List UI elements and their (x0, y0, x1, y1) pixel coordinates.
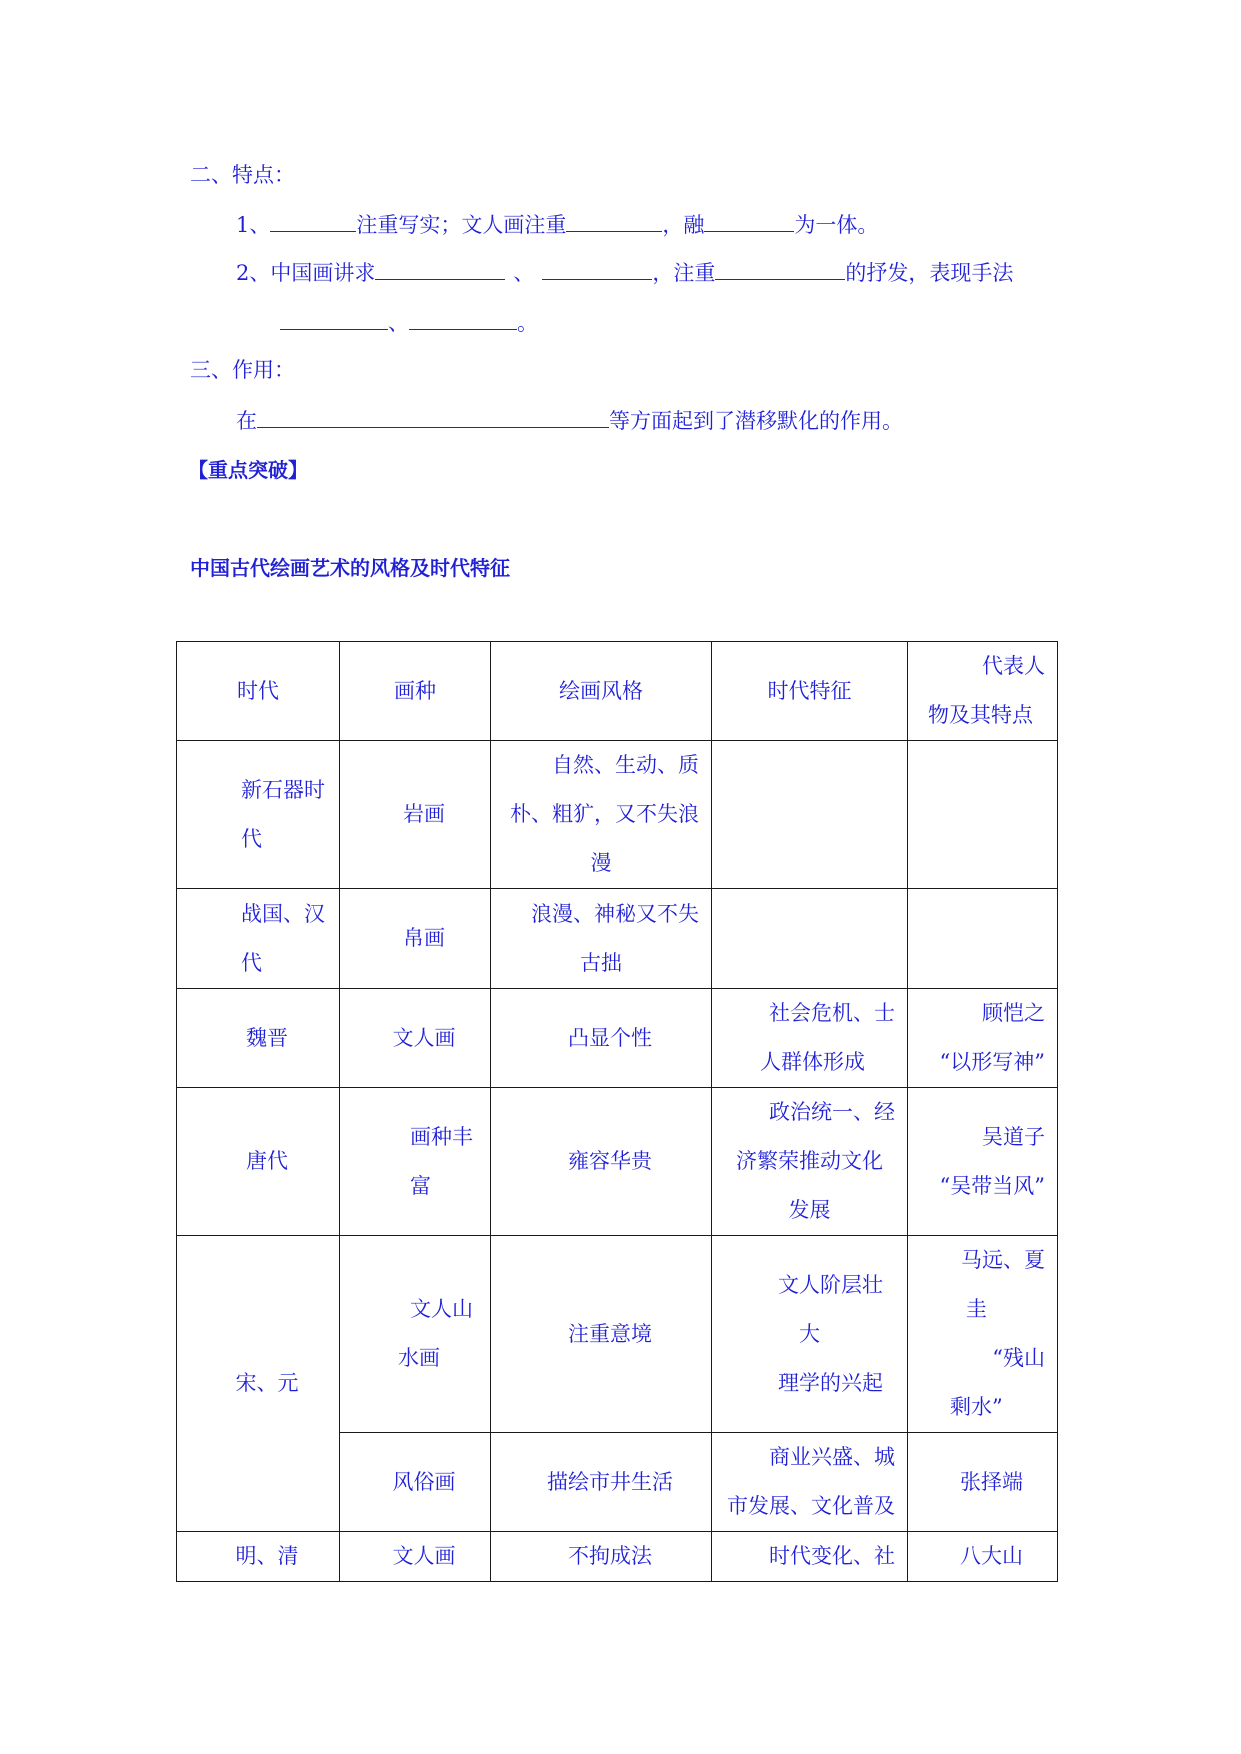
item1-blank-3[interactable] (704, 209, 794, 232)
row2-style-l2: 古拙 (580, 950, 622, 975)
header-rep (908, 642, 1058, 741)
item2-blank-4[interactable] (280, 307, 388, 330)
row2-era-l2: 代 (241, 950, 262, 975)
row4-style: 雍容华贵 (491, 1088, 712, 1236)
item1-blank-1[interactable] (270, 209, 356, 232)
table-row (177, 1236, 1058, 1433)
row6-type: 风俗画 (340, 1433, 491, 1532)
row7-feature: 时代变化、社 (712, 1532, 908, 1582)
row3-feature (712, 989, 908, 1088)
header-era: 时代 (177, 642, 340, 741)
focus-heading: 【重点突破】 (188, 458, 308, 482)
row1-era (177, 741, 340, 889)
row5-feature-l1: 文人阶层壮 (778, 1272, 883, 1297)
section2-heading: 二、特点： (190, 163, 295, 187)
header-rep-line2: 物及其特点 (928, 703, 1033, 727)
item2-number: 2、 (236, 261, 271, 285)
row5-rep-l1: 马远、夏 (961, 1248, 1045, 1272)
item2-blank-3[interactable] (715, 257, 845, 280)
row4-type-l1: 画种丰 (410, 1124, 473, 1149)
row4-feature-l1: 政治统一、经 (769, 1100, 895, 1124)
table-header-row (177, 642, 1058, 741)
item2-blank-5[interactable] (409, 307, 517, 330)
header-rep-line1: 代表人 (982, 654, 1045, 678)
row4-feature-l2: 济繁荣推动文化 (736, 1149, 883, 1173)
item2-text-1: 中国画讲求 (270, 261, 376, 285)
item1-text-2: ，融 (662, 213, 705, 237)
row3-era: 魏晋 (177, 989, 340, 1088)
row5-type-l1: 文人山 (410, 1297, 473, 1321)
row3-rep-l1: 顾恺之 (982, 1001, 1045, 1025)
table-row (177, 741, 1058, 889)
section3-text-2: 等方面起到了潜移默化的作用。 (609, 409, 903, 433)
row1-style (491, 741, 712, 889)
table-row (177, 1532, 1058, 1582)
item2-blank-2[interactable] (542, 257, 652, 280)
header-feature: 时代特征 (712, 642, 908, 741)
row2-era-l1: 战国、汉 (241, 901, 325, 926)
row5-rep-l4: 剩水” (950, 1395, 1003, 1419)
row2-style-l1: 浪漫、神秘又不失 (531, 901, 699, 926)
row4-feature-l3: 发展 (788, 1198, 831, 1222)
row2-feature (712, 889, 908, 989)
table-title: 中国古代绘画艺术的风格及时代特征 (190, 556, 510, 580)
item2-text-3: ，注重 (652, 261, 716, 285)
table-row (177, 1088, 1058, 1236)
row2-rep (908, 889, 1058, 989)
row4-type-l2: 富 (410, 1173, 431, 1198)
item1-blank-2[interactable] (566, 209, 662, 232)
section3-heading: 三、作用： (190, 358, 295, 382)
row2-era (177, 889, 340, 989)
row1-style-l1: 自然、生动、质 (552, 753, 699, 777)
table-row (177, 889, 1058, 989)
row2-type: 帛画 (340, 889, 491, 989)
row5-feature-l3: 理学的兴起 (778, 1370, 883, 1395)
header-style: 绘画风格 (491, 642, 712, 741)
item2-line (236, 257, 1013, 288)
row4-rep (908, 1088, 1058, 1236)
table-row (177, 989, 1058, 1088)
row5-style: 注重意境 (491, 1236, 712, 1433)
item1-text-1: 注重写实；文人画注重 (356, 213, 567, 237)
row7-rep: 八大山 (908, 1532, 1058, 1582)
row1-type: 岩画 (340, 741, 491, 889)
section3-text-1: 在 (236, 409, 257, 433)
row6-feature (712, 1433, 908, 1532)
item2-blank-1[interactable] (375, 257, 505, 280)
row5-type (340, 1236, 491, 1433)
row3-type: 文人画 (340, 989, 491, 1088)
section3-line (236, 405, 903, 436)
row3-style: 凸显个性 (491, 989, 712, 1088)
row2-style (491, 889, 712, 989)
row1-feature (712, 741, 908, 889)
row6-style: 描绘市井生活 (491, 1433, 712, 1532)
row3-rep (908, 989, 1058, 1088)
row3-feature-l1: 社会危机、士 (769, 1001, 895, 1025)
row4-era: 唐代 (177, 1088, 340, 1236)
item2b-text-1: 、 (388, 311, 409, 335)
row5-feature-l2: 大 (799, 1321, 820, 1346)
row7-era: 明、清 (177, 1532, 340, 1582)
row1-rep (908, 741, 1058, 889)
item2b-text-2: 。 (517, 311, 538, 335)
item1-text-3: 为一体。 (794, 213, 879, 237)
row5-feature (712, 1236, 908, 1433)
row4-rep-l2: “吴带当风” (939, 1173, 1045, 1198)
row5-era: 宋、元 (177, 1236, 340, 1532)
row7-type: 文人画 (340, 1532, 491, 1582)
row7-style: 不拘成法 (491, 1532, 712, 1582)
item2-text-4: 的抒发，表现手法 (845, 261, 1014, 285)
row5-type-l2: 水画 (398, 1346, 440, 1370)
header-type: 画种 (340, 642, 491, 741)
row6-feature-l1: 商业兴盛、城 (769, 1445, 895, 1469)
row1-era-l2: 代 (241, 826, 262, 851)
row4-rep-l1: 吴道子 (982, 1124, 1045, 1149)
row6-rep: 张择端 (908, 1433, 1058, 1532)
row5-rep-l2: 圭 (966, 1297, 987, 1321)
item2-text-2: 、 (513, 261, 535, 285)
item1-line (236, 209, 878, 240)
row1-style-l2: 朴、粗犷，又不失浪 (510, 802, 699, 826)
row5-rep-l3: “残山 (992, 1346, 1045, 1370)
row1-era-l1: 新石器时 (241, 777, 325, 802)
row4-feature (712, 1088, 908, 1236)
section3-blank[interactable] (257, 405, 609, 428)
row3-feature-l2: 人群体形成 (760, 1050, 865, 1074)
row3-rep-l2: “以形写神” (939, 1050, 1045, 1074)
row1-style-l3: 漫 (590, 851, 612, 875)
item1-number: 1、 (236, 213, 271, 237)
row4-type (340, 1088, 491, 1236)
painting-table (176, 641, 1058, 1582)
row5-rep (908, 1236, 1058, 1433)
row6-feature-l2: 市发展、文化普及 (727, 1494, 895, 1518)
item2-continuation (280, 307, 538, 338)
